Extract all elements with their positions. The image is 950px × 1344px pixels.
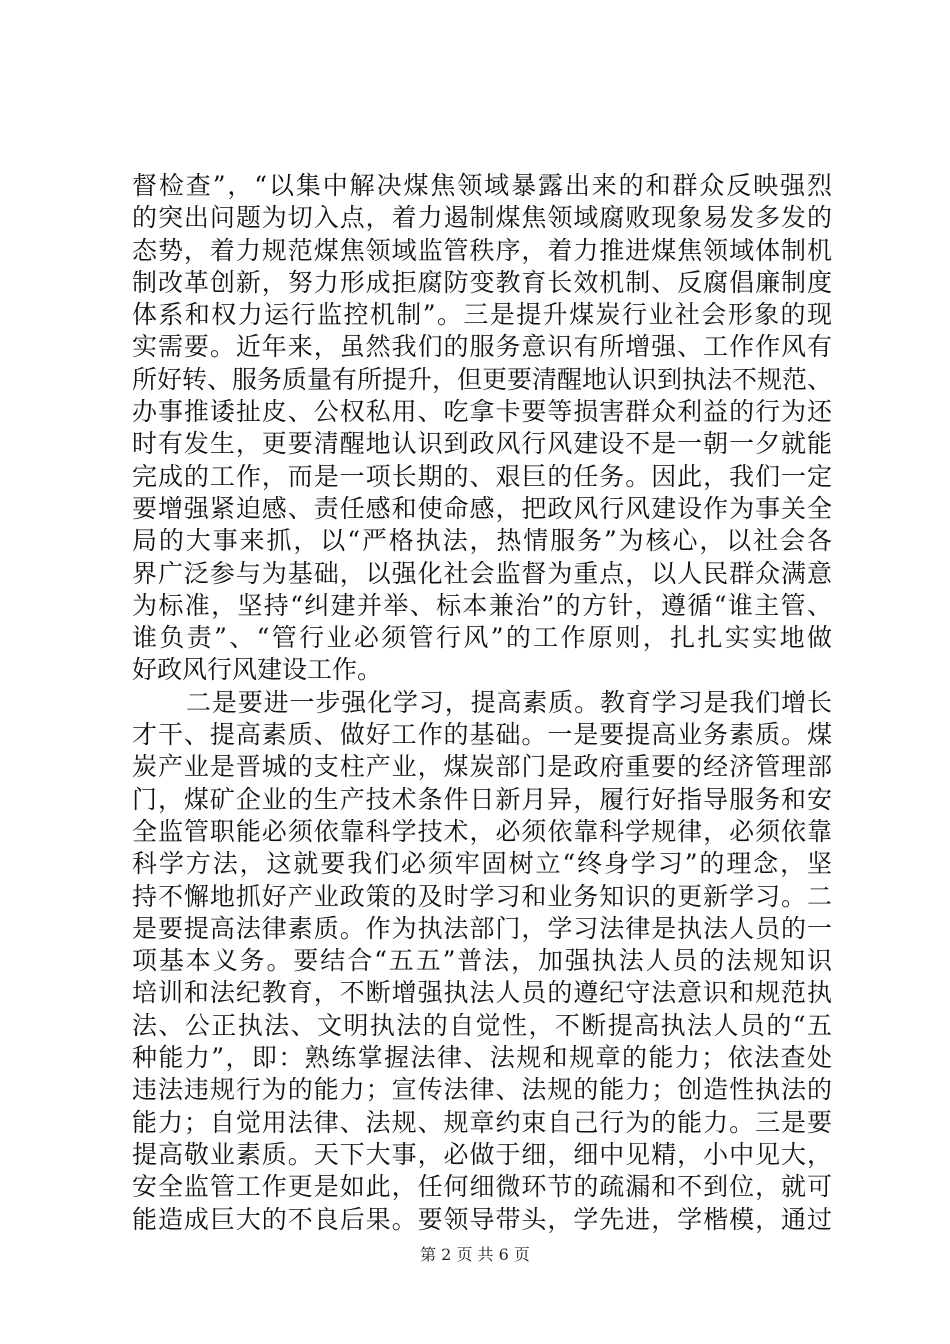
text-line: 是要提高法律素质。作为执法部门，学习法律是执法人员的一 — [132, 913, 832, 943]
text-line: 实需要。近年来，虽然我们的服务意识有所增强、工作作风有 — [132, 332, 832, 362]
text-line: 全监管职能必须依靠科学技术，必须依靠科学规律，必须依靠 — [132, 816, 832, 846]
text-line: 办事推诿扯皮、公权私用、吃拿卡要等损害群众利益的行为还 — [132, 397, 832, 427]
text-line: 法、公正执法、文明执法的自觉性，不断提高执法人员的“五 — [132, 1010, 832, 1040]
text-line: 提高敬业素质。天下大事，必做于细，细中见精，小中见大， — [132, 1139, 832, 1169]
text-line: 督检查”，“以集中解决煤焦领域暴露出来的和群众反映强烈 — [132, 171, 832, 200]
text-line: 能造成巨大的不良后果。要领导带头，学先进，学楷模，通过 — [132, 1204, 832, 1234]
paragraph-start-line: 二是要进一步强化学习，提高素质。教育学习是我们增长 — [186, 687, 832, 717]
text-line: 制改革创新，努力形成拒腐防变教育长效机制、反腐倡廉制度 — [132, 267, 832, 297]
text-line: 态势，着力规范煤焦领域监管秩序，着力推进煤焦领域体制机 — [132, 235, 832, 265]
text-line: 局的大事来抓，以“严格执法，热情服务”为核心，以社会各 — [132, 526, 832, 556]
text-line: 炭产业是晋城的支柱产业，煤炭部门是政府重要的经济管理部 — [132, 752, 832, 782]
page-number-footer: 第 2 页 共 6 页 — [420, 1245, 530, 1264]
paragraph-end-line: 好政风行风建设工作。 — [132, 655, 383, 685]
text-line: 违法违规行为的能力；宣传法律、法规的能力；创造性执法的 — [132, 1075, 832, 1105]
text-line: 界广泛参与为基础，以强化社会监督为重点，以人民群众满意 — [132, 558, 832, 588]
text-line: 科学方法，这就要我们必须牢固树立“终身学习”的理念，坚 — [132, 849, 832, 879]
text-line: 门，煤矿企业的生产技术条件日新月异，履行好指导服务和安 — [132, 784, 832, 814]
text-line: 为标准，坚持“纠建并举、标本兼治”的方针，遵循“谁主管、 — [132, 590, 832, 620]
text-line: 的突出问题为切入点，着力遏制煤焦领域腐败现象易发多发的 — [132, 203, 832, 233]
text-line: 所好转、服务质量有所提升，但更要清醒地认识到执法不规范、 — [132, 364, 833, 394]
text-line: 安全监管工作更是如此，任何细微环节的疏漏和不到位，就可 — [132, 1172, 832, 1202]
text-line: 持不懈地抓好产业政策的及时学习和业务知识的更新学习。二 — [132, 881, 832, 911]
text-line: 谁负责”、“管行业必须管行风”的工作原则，扎扎实实地做 — [132, 623, 832, 653]
text-line: 体系和权力运行监控机制”。三是提升煤炭行业社会形象的现 — [132, 300, 832, 330]
text-line: 时有发生，更要清醒地认识到政风行风建设不是一朝一夕就能 — [132, 429, 832, 459]
text-line: 能力；自觉用法律、法规、规章约束自己行为的能力。三是要 — [132, 1107, 832, 1137]
text-line: 项基本义务。要结合“五五”普法，加强执法人员的法规知识 — [132, 946, 832, 976]
text-line: 才干、提高素质、做好工作的基础。一是要提高业务素质。煤 — [132, 720, 832, 750]
text-line: 完成的工作，而是一项长期的、艰巨的任务。因此，我们一定 — [132, 461, 832, 491]
body-text — [132, 170, 832, 1236]
text-line: 种能力”，即：熟练掌握法律、法规和规章的能力；依法查处 — [132, 1043, 832, 1073]
text-line: 培训和法纪教育，不断增强执法人员的遵纪守法意识和规范执 — [132, 978, 832, 1008]
text-line: 要增强紧迫感、责任感和使命感，把政风行风建设作为事关全 — [132, 493, 832, 523]
